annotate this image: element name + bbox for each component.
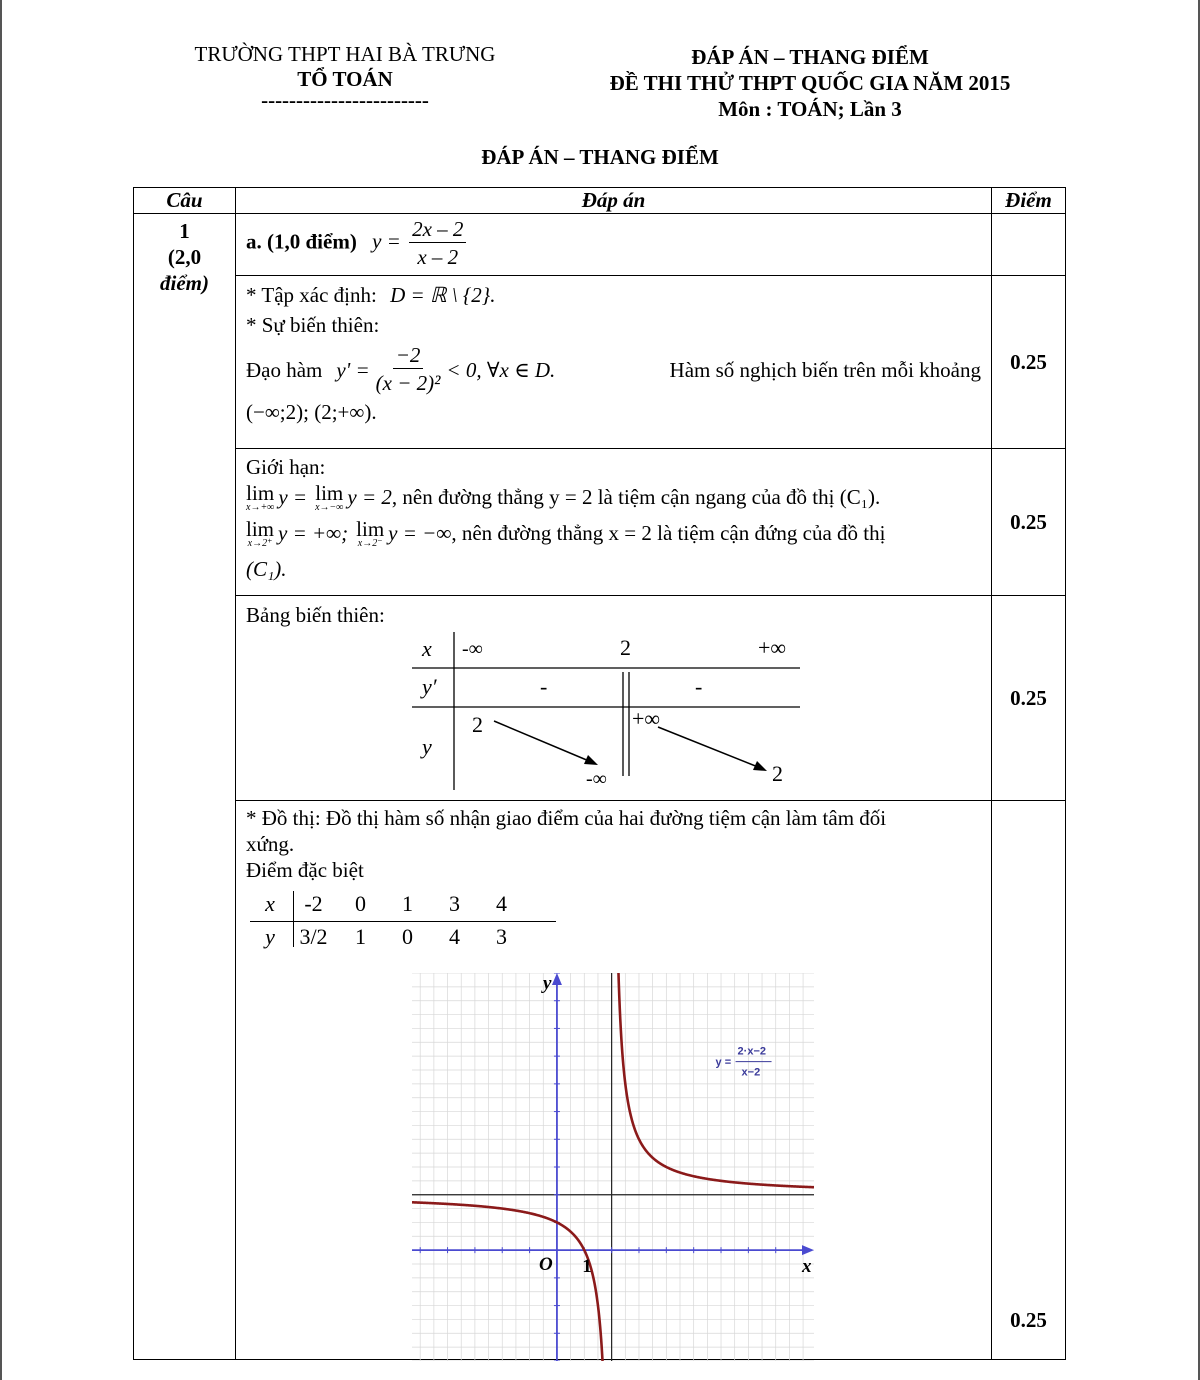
subject-line: Môn : TOÁN; Lần 3 xyxy=(718,97,902,121)
header-diem: Điểm xyxy=(992,188,1066,214)
special-points-hline xyxy=(250,921,556,922)
curve-right-branch xyxy=(618,973,814,1187)
document-title: ĐÁP ÁN – THANG ĐIỂM xyxy=(481,145,719,169)
header-dap-an: Đáp án xyxy=(236,188,992,214)
part-a-score xyxy=(992,214,1066,276)
answer-table xyxy=(133,187,1066,1360)
special-points-y-row xyxy=(250,920,981,953)
vt-x-pos-inf: +∞ xyxy=(758,635,787,660)
question-cell xyxy=(134,214,236,1360)
variation-heading: * Sự biến thiên: xyxy=(246,313,380,337)
y-value: 0 xyxy=(402,923,413,949)
limit-3-value: y = +∞; xyxy=(278,521,349,545)
origin-label: O xyxy=(538,1254,553,1276)
graph-description: * Đồ thị: Đồ thị hàm số nhận giao điểm của hai đường tiệm cận làm tâm đối xyxy=(246,806,887,830)
derivative-text: Hàm số nghịch biến trên mỗi khoảng xyxy=(669,357,981,382)
vt-y-start: 2 xyxy=(472,712,483,737)
vt-arrow-1 xyxy=(494,721,589,761)
variation-score: 0.25 xyxy=(992,596,1066,801)
graph-grid xyxy=(412,973,814,1361)
vt-x-neg-inf: -∞ xyxy=(462,638,483,660)
x-axis-label: x xyxy=(802,1256,812,1278)
legend-lhs: y = xyxy=(715,1056,732,1069)
y-value: 4 xyxy=(449,923,460,949)
header-cau: Câu xyxy=(134,188,236,214)
function-graph xyxy=(412,973,814,1361)
department-name: TỔ TOÁN xyxy=(297,67,393,91)
derivative-fraction xyxy=(373,342,444,397)
vt-x-two: 2 xyxy=(620,635,631,660)
question-points-2: điểm) xyxy=(160,271,209,295)
limit-line-3: (C₁). xyxy=(246,557,287,581)
special-points-x-label: x xyxy=(265,890,275,916)
special-points-title: Điểm đặc biệt xyxy=(246,858,364,882)
question-points-1: (2,0 xyxy=(167,245,202,269)
func-numerator: 2x – 2 xyxy=(409,216,466,243)
part-a-label: a. (1,0 điểm) xyxy=(246,229,357,254)
derivative-label: Đạo hàm xyxy=(246,357,323,382)
derivative-lhs: y' = xyxy=(336,357,370,382)
graph-score: 0.25 xyxy=(992,801,1066,1360)
x-value: 0 xyxy=(355,890,366,916)
graph-cell xyxy=(236,801,992,1360)
limits-score: 0.25 xyxy=(992,449,1066,596)
vt-arrow-1-head xyxy=(584,755,598,765)
func-lhs: y = xyxy=(372,229,401,254)
vt-y-end: 2 xyxy=(772,761,783,786)
legend-denominator: x−2 xyxy=(741,1066,761,1079)
variation-table xyxy=(246,630,982,800)
variation-cell xyxy=(236,596,992,801)
header-right xyxy=(560,44,1060,122)
domain-label: * Tập xác định: xyxy=(246,283,377,307)
func-fraction xyxy=(409,216,466,271)
vt-y-pos-inf: +∞ xyxy=(632,706,661,731)
special-points-y-label: y xyxy=(265,923,275,949)
y-value: 3/2 xyxy=(299,923,328,949)
header-left xyxy=(170,42,520,112)
y-value: 3 xyxy=(496,923,507,949)
special-points-table xyxy=(250,887,981,953)
domain-math: D = ℝ \ {2}. xyxy=(390,283,496,307)
vt-y-label: y xyxy=(422,734,432,759)
question-number: 1 xyxy=(179,219,190,243)
x-axis-arrow xyxy=(802,1245,814,1255)
graph-labels xyxy=(539,973,812,1277)
y-axis-arrow xyxy=(552,973,562,985)
derivative-rhs: < 0, ∀x ∈ D. xyxy=(446,357,556,382)
school-name: TRƯỜNG THPT HAI BÀ TRƯNG xyxy=(194,42,496,66)
limit-1: lim x→+∞ xyxy=(246,481,275,513)
answer-title: ĐÁP ÁN – THANG ĐIỂM xyxy=(691,45,929,69)
x-value: 1 xyxy=(402,890,413,916)
derivative-numerator: −2 xyxy=(393,342,424,369)
intervals: (−∞;2); (2;+∞). xyxy=(246,400,377,424)
curve-left-branch xyxy=(412,1202,604,1361)
x-value: -2 xyxy=(304,890,323,916)
domain-score: 0.25 xyxy=(992,276,1066,449)
variation-title: Bảng biến thiên: xyxy=(246,603,385,627)
vt-minus-2: - xyxy=(695,674,703,699)
limit-2-value: y = 2 xyxy=(347,485,392,509)
vt-arrow-2-head xyxy=(753,761,767,771)
domain-cell xyxy=(236,276,992,449)
exam-title: ĐỀ THI THỬ THPT QUỐC GIA NĂM 2015 xyxy=(609,71,1011,95)
func-denominator: x – 2 xyxy=(417,245,459,269)
vt-x-label: x xyxy=(422,636,432,661)
vt-minus-1: - xyxy=(540,674,548,699)
vt-y-neg-inf: -∞ xyxy=(586,768,607,790)
vt-yprime-label: y′ xyxy=(422,674,437,699)
part-a-cell xyxy=(236,214,992,276)
graph-description-2: xứng. xyxy=(246,832,295,856)
limit-4: lim x→2⁻ xyxy=(356,517,385,549)
limit-1-value: y = xyxy=(278,485,308,509)
x-value: 4 xyxy=(496,890,507,916)
limits-cell xyxy=(236,449,992,596)
special-points-vline xyxy=(293,891,294,947)
vt-arrow-2 xyxy=(658,727,758,767)
limit-line-2-text: , nên đường thẳng x = 2 là tiệm cận đứng của đồ thị xyxy=(451,521,886,545)
y-axis-label: y xyxy=(542,973,552,994)
page-border-left xyxy=(0,0,2,1380)
derivative-denominator: (x − 2)² xyxy=(375,371,441,395)
x-value: 3 xyxy=(449,890,460,916)
limits-title: Giới hạn: xyxy=(246,455,326,479)
legend-numerator: 2·x−2 xyxy=(737,1045,767,1058)
header-divider: ------------------------ xyxy=(261,88,429,112)
limit-3: lim x→2⁺ xyxy=(246,517,275,549)
limit-4-value: y = −∞ xyxy=(388,521,452,545)
y-value: 1 xyxy=(355,923,366,949)
limit-line-1-text: , nên đường thẳng y = 2 là tiệm cận ngang của đồ thị (C₁). xyxy=(391,485,881,509)
limit-2: lim x→−∞ xyxy=(315,481,344,513)
special-points-x-row xyxy=(250,887,981,920)
tick-label-1: 1 xyxy=(582,1256,592,1278)
